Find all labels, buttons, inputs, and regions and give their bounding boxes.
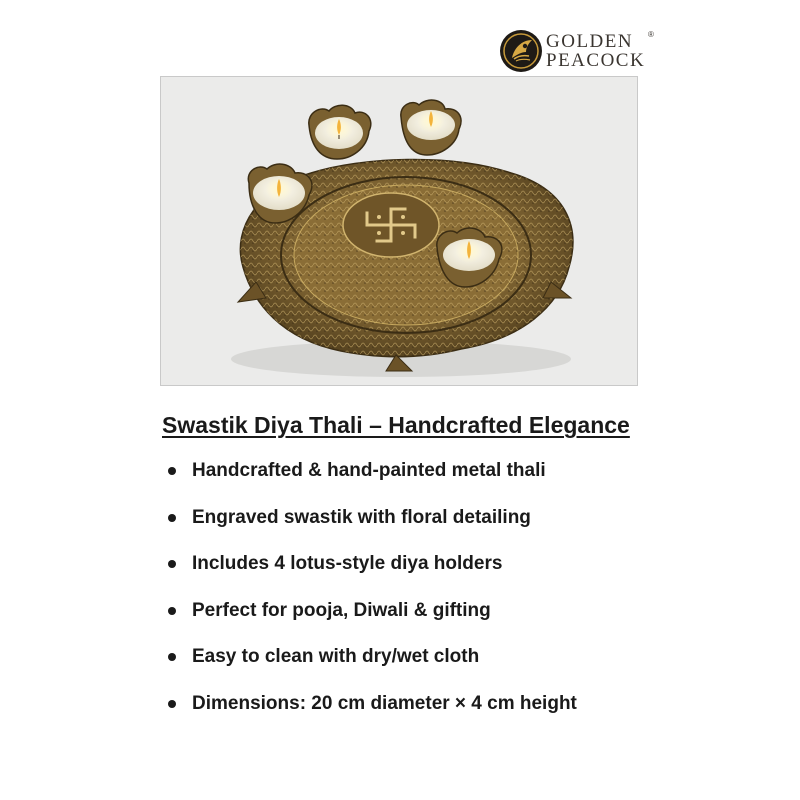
product-photo — [160, 76, 638, 386]
feature-text: Includes 4 lotus-style diya holders — [192, 553, 503, 574]
brand-name-line2: PEACOCK — [546, 50, 646, 71]
bullet-icon — [168, 653, 176, 661]
feature-text: Engraved swastik with floral detailing — [192, 506, 531, 528]
feature-text: Easy to clean with dry/wet cloth — [192, 646, 480, 667]
bullet-icon — [168, 467, 176, 475]
feature-text: Handcrafted & hand-painted metal thali — [192, 460, 546, 481]
bullet-icon — [168, 700, 176, 708]
feature-text: Dimensions: 20 cm diameter × 4 cm height — [192, 692, 577, 714]
brand-logo — [498, 28, 660, 74]
product-title: Swastik Diya Thali – Handcrafted Elegance — [162, 412, 630, 438]
bullet-icon — [168, 560, 176, 568]
diya-thali-illustration — [161, 77, 637, 385]
bullet-icon — [168, 514, 176, 522]
peacock-feather-icon — [498, 28, 544, 74]
bullet-icon — [168, 607, 176, 615]
brand-name-line1: GOLDEN — [546, 31, 634, 52]
feature-text: Perfect for pooja, Diwali & gifting — [192, 599, 491, 621]
registered-mark: ® — [648, 30, 654, 39]
